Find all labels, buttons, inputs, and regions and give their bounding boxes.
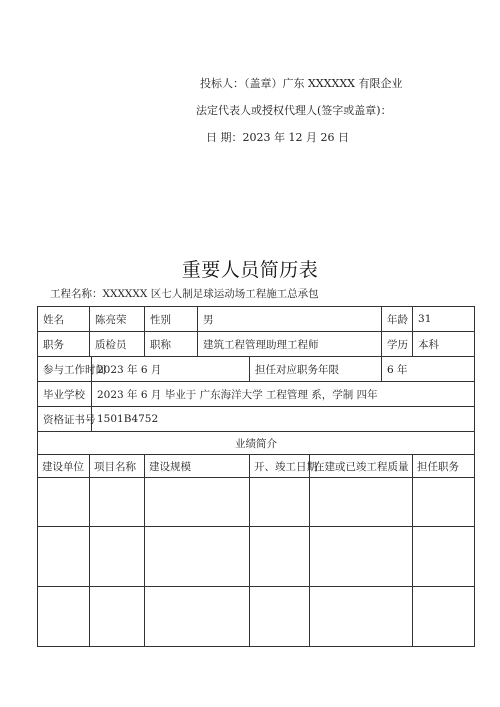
representative-signature-line: 法定代表人或授权代理人(签字或盖章)： <box>196 104 392 117</box>
column-header-client: 建设单位 <box>38 455 90 478</box>
table-row-empty <box>38 527 475 587</box>
work-start-label: 参与工作时间 <box>38 357 92 382</box>
table-row-performance-columns <box>38 455 475 478</box>
years-in-position-value: 6 年 <box>382 357 475 382</box>
column-header-dates: 开、竣工日期 <box>250 455 310 478</box>
project-name-line: 工程名称：XXXXXX 区七人制足球运动场工程施工总承包 <box>50 288 319 300</box>
table-row-work-start <box>38 357 475 382</box>
gender-label: 性别 <box>145 307 198 332</box>
position-value: 质检员 <box>90 332 145 357</box>
school-value: 2023 年 6 月 毕业于 广东海洋大学 工程管理 系，学制 四年 <box>92 382 475 407</box>
name-value: 陈亮荣 <box>90 307 145 332</box>
name-label: 姓名 <box>38 307 90 332</box>
table-row-basic-info <box>38 307 475 332</box>
age-label: 年龄 <box>382 307 413 332</box>
column-header-role: 担任职务 <box>413 455 475 478</box>
professional-title-label: 职称 <box>145 332 198 357</box>
years-in-position-label: 担任对应职务年限 <box>250 357 382 382</box>
position-label: 职务 <box>38 332 90 357</box>
certificate-label: 资格证书号 <box>38 407 92 432</box>
school-label: 毕业学校 <box>38 382 92 407</box>
bidder-signature-line: 投标人：（盖章）广东 XXXXXX 有限企业 <box>200 77 403 90</box>
column-header-scale: 建设规模 <box>145 455 250 478</box>
signature-date-line: 日 期：2023 年 12 月 26 日 <box>206 131 349 144</box>
age-value: 31 <box>413 307 475 332</box>
table-row-empty <box>38 478 475 527</box>
document-title: 重要人员简历表 <box>181 259 319 281</box>
table-row-certificate <box>38 407 475 432</box>
column-header-quality: 在建或已竣工程质量 <box>310 455 413 478</box>
work-start-value: 2023 年 6 月 <box>92 357 250 382</box>
certificate-value: 1501B4752 <box>92 407 475 432</box>
table-row-position <box>38 332 475 357</box>
column-header-project-name: 项目名称 <box>90 455 145 478</box>
education-value: 本科 <box>413 332 475 357</box>
gender-value: 男 <box>198 307 382 332</box>
table-row-performance-heading <box>38 432 475 455</box>
performance-heading: 业绩简介 <box>38 432 475 455</box>
table-row-empty <box>38 587 475 647</box>
table-row-school <box>38 382 475 407</box>
resume-table <box>37 306 475 647</box>
professional-title-value: 建筑工程管理助理工程师 <box>198 332 382 357</box>
education-label: 学历 <box>382 332 413 357</box>
